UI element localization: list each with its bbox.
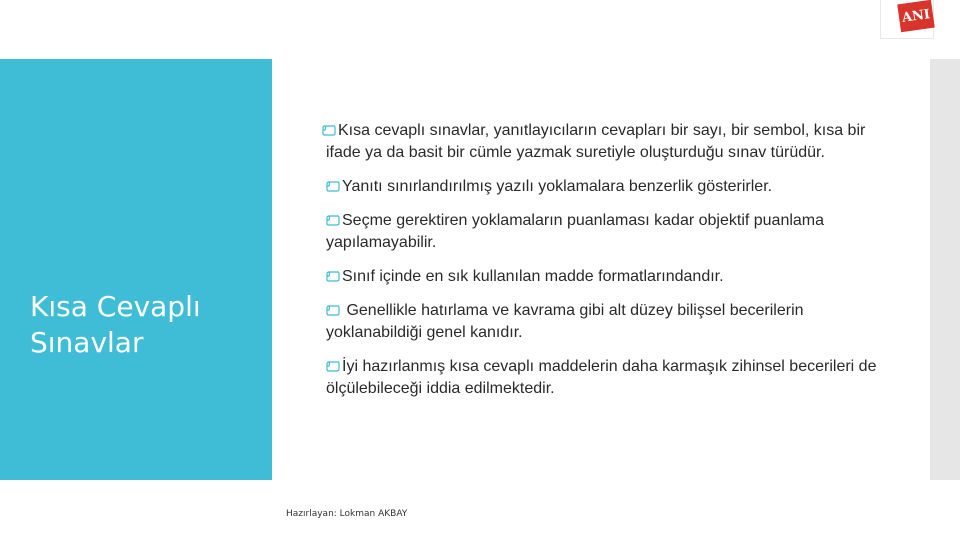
footer-author: Hazırlayan: Lokman AKBAY <box>286 509 408 519</box>
bullet-text: Seçme gerektiren yoklamaların puanlaması kadar objektif puanlama yapılamayabilir. <box>326 212 825 251</box>
bullet-text: Kısa cevaplı sınavlar, yanıtlayıcıların cevapları bir sayı, bir sembol, kısa bir ifade ya da basit bir cümle yazmak suretiyle oluşturduğu sınav türüdür. <box>326 122 866 161</box>
list-item <box>322 266 882 288</box>
bullet-text: İyi hazırlanmış kısa cevaplı maddelerin daha karmaşık zihinsel becerileri de ölçülebileceği iddia edilmektedir. <box>326 358 877 397</box>
scroll-bullet-icon <box>326 215 340 226</box>
scroll-bullet-icon <box>326 305 340 316</box>
scroll-bullet-icon <box>326 361 340 372</box>
bullet-list <box>322 120 882 412</box>
list-item <box>322 300 882 344</box>
list-item <box>322 120 882 164</box>
list-item <box>322 356 882 400</box>
slide-title: Kısa Cevaplı Sınavlar <box>30 290 201 359</box>
bullet-text: Yanıtı sınırlandırılmış yazılı yoklamalara benzerlik gösterirler. <box>342 178 773 195</box>
publisher-logo <box>880 0 934 39</box>
right-side-bar <box>930 59 960 480</box>
bullet-text: Genellikle hatırlama ve kavrama gibi alt düzey bilişsel becerilerin yoklanabildiği genel kanıdır. <box>326 302 804 341</box>
bullet-text: Sınıf içinde en sık kullanılan madde formatlarındandır. <box>342 268 724 285</box>
logo-text: ANI <box>897 0 935 32</box>
scroll-bullet-icon <box>326 271 340 282</box>
list-item <box>322 210 882 254</box>
list-item <box>322 176 882 198</box>
scroll-bullet-icon <box>322 125 336 136</box>
title-panel <box>0 59 272 480</box>
scroll-bullet-icon <box>326 181 340 192</box>
